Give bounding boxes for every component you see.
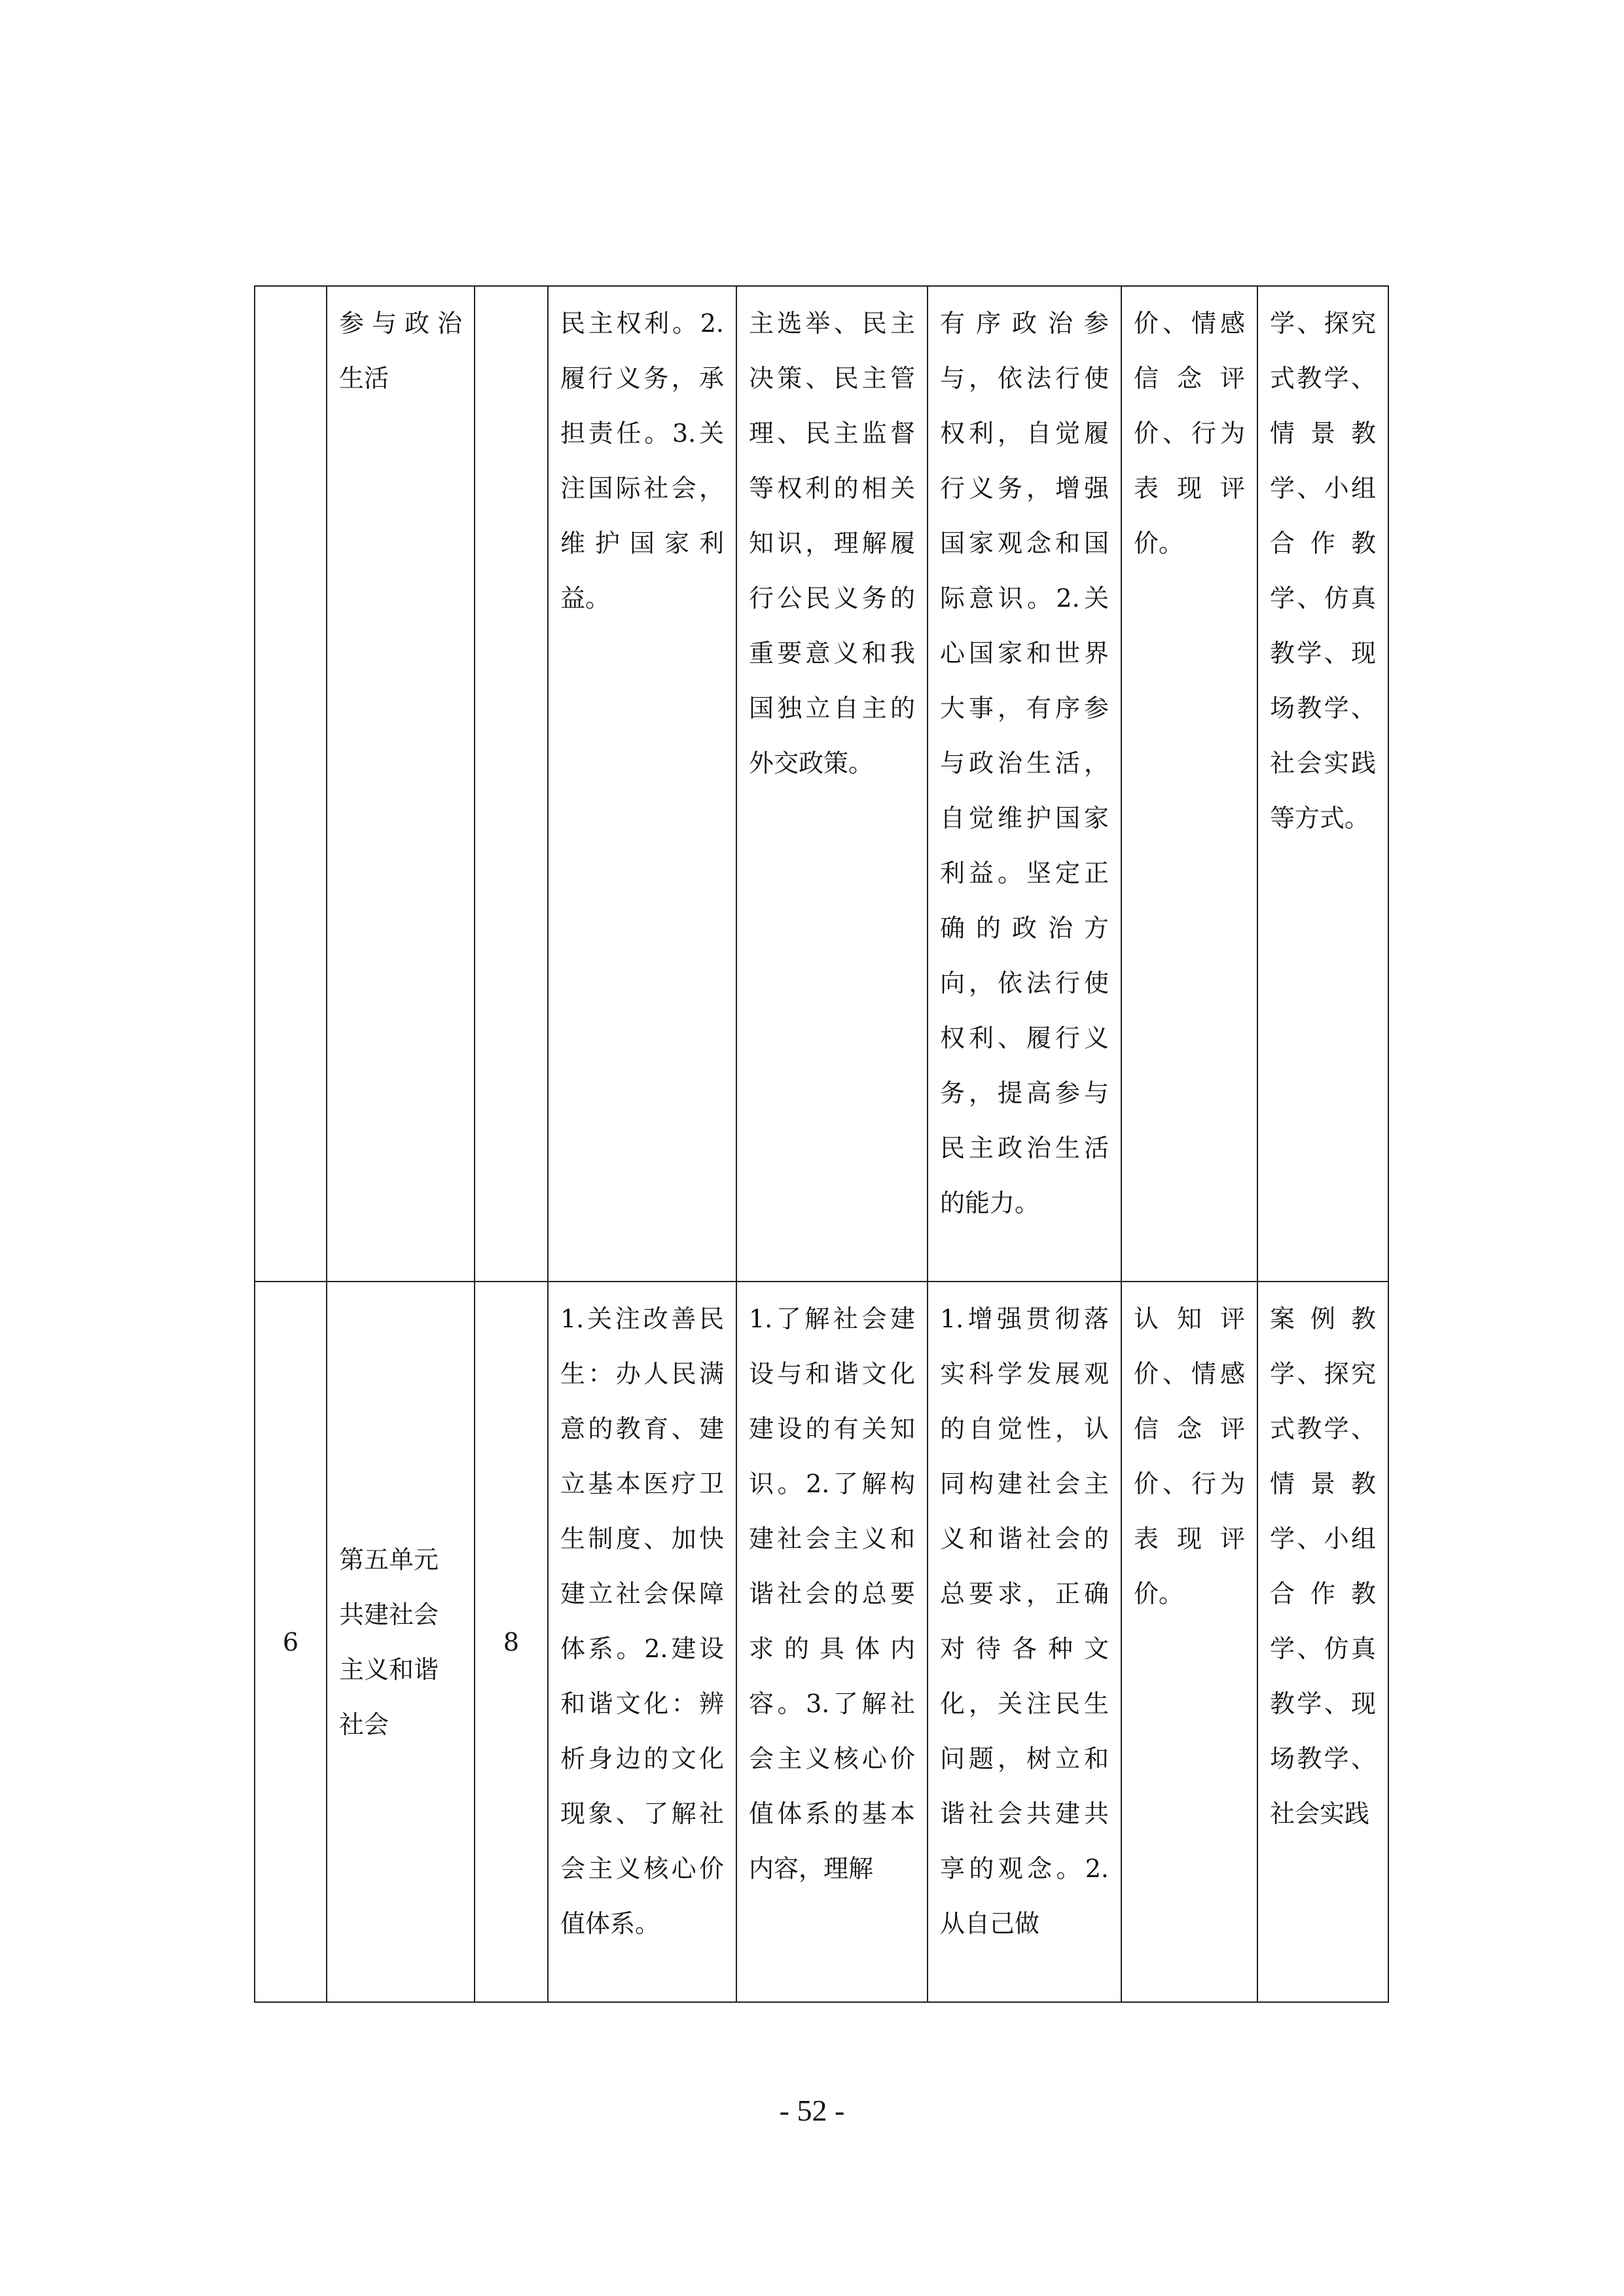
page-number: - 52 - <box>779 2094 845 2127</box>
ability-goal-cell: 有序政治参与，依法行使权利，自觉履行义务，增强国家观念和国际意识。2.关心国家和世界大事，有序参与政治生活，自觉维护国家利益。坚定正确的政治方向，依法行使权利、履行义务，提高参与民主政治生活的能力。 <box>928 286 1121 1282</box>
content-cell: 民主权利。2.履行义务，承担责任。3.关注国际社会，维护国家利益。 <box>548 286 736 1282</box>
content-cell: 1.关注改善民生：办人民满意的教育、建立基本医疗卫生制度、加快建立社会保障体系。2.建设和谐文化：辨析身边的文化现象、了解社会主义核心价值体系。 <box>548 1282 736 2002</box>
teaching-methods-cell: 学、探究式教学、情景教学、小组合作教学、仿真教学、现场教学、社会实践等方式。 <box>1257 286 1388 1282</box>
course-content-table <box>254 285 1389 2003</box>
teaching-methods-cell: 案例教学、探究式教学、情景教学、小组合作教学、仿真教学、现场教学、社会实践 <box>1257 1282 1388 2002</box>
hours-cell: 8 <box>475 1282 548 2002</box>
evaluation-cell: 认知评价、情感信念评价、行为表现评价。 <box>1121 1282 1257 2002</box>
ability-goal-cell: 1.增强贯彻落实科学发展观的自觉性，认同构建社会主义和谐社会的总要求，正确对待各种文化，关注民生问题，树立和谐社会共建共享的观念。2.从自己做 <box>928 1282 1121 2002</box>
unit-title-cell: 第五单元共建社会主义和谐社会 <box>327 1282 475 2002</box>
knowledge-goal-cell: 1.了解社会建设与和谐文化建设的有关知识。2.了解构建社会主义和谐社会的总要求的具体内容。3.了解社会主义核心价值体系的基本内容，理解 <box>736 1282 928 2002</box>
knowledge-goal-cell: 主选举、民主决策、民主管理、民主监督等权利的相关知识，理解履行公民义务的重要意义和我国独立自主的外交政策。 <box>736 286 928 1282</box>
table-row <box>255 286 1388 1282</box>
row-number-cell <box>255 286 327 1282</box>
row-number-cell: 6 <box>255 1282 327 2002</box>
evaluation-cell: 价、情感信念评价、行为表现评价。 <box>1121 286 1257 1282</box>
table-row <box>255 1282 1388 2002</box>
unit-title-cell: 参与政治生活 <box>327 286 475 1282</box>
hours-cell <box>475 286 548 1282</box>
